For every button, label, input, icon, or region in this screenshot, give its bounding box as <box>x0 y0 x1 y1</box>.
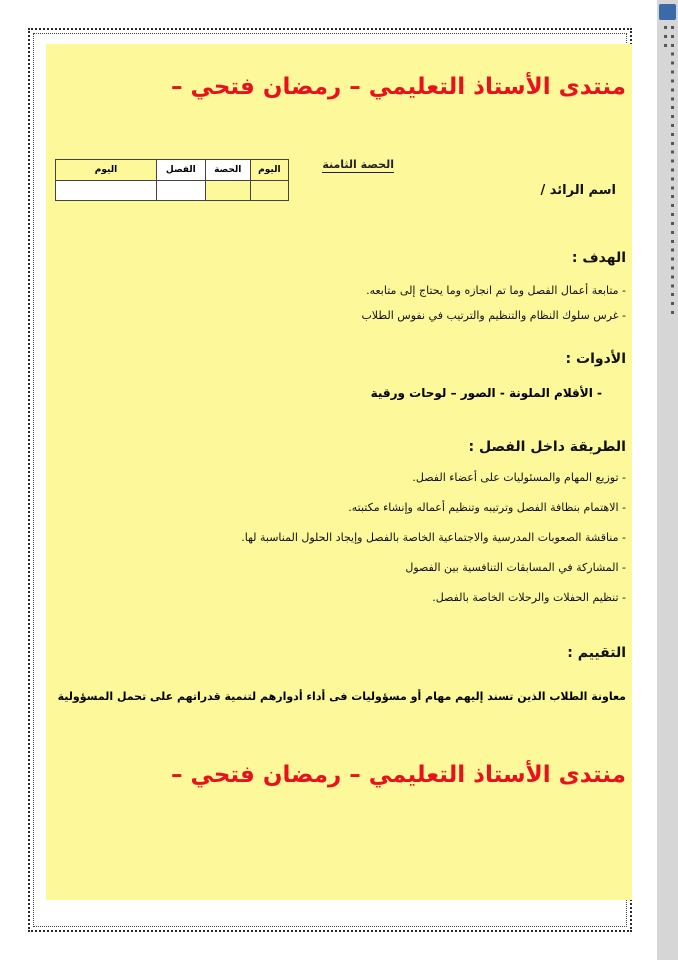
scanner-logo-icon <box>659 4 676 20</box>
schedule-header-period: الحصة <box>205 160 250 181</box>
schedule-cell-day[interactable] <box>250 180 288 201</box>
schedule-header-class: الفصل <box>157 160 206 181</box>
session-label: الحصة الثامنة <box>322 158 394 171</box>
tools-heading: الأدوات : <box>565 351 626 367</box>
goal-heading: الهدف : <box>571 250 626 266</box>
schedule-value-row <box>56 180 289 201</box>
schedule-header-day-2: اليوم <box>56 160 157 181</box>
schedule-header-row <box>56 160 289 181</box>
forum-title-header: منتدى الأستاذ التعليمي – رمضان فتحي – <box>171 74 626 100</box>
goal-item: - غرس سلوك النظام والتنظيم والترتيب في نفوس الطلاب <box>361 309 626 322</box>
forum-title-footer: منتدى الأستاذ التعليمي – رمضان فتحي – <box>171 762 626 788</box>
leader-name-label: اسم الرائد / <box>540 183 616 198</box>
evaluation-text: معاونة الطلاب الذين تسند إليهم مهام أو مسؤوليات فى أداء أدوارهم لتنمية قدراتهم على تحمل المسؤولية <box>57 690 626 703</box>
method-item: - توزيع المهام والمسئوليات على أعضاء الفصل. <box>412 471 626 484</box>
schedule-cell-day-2[interactable] <box>56 180 157 201</box>
evaluation-heading: التقييم : <box>567 645 626 661</box>
goal-item: - متابعة أعمال الفصل وما تم انجازه وما يحتاج إلى متابعه. <box>366 284 626 297</box>
method-item: - تنظيم الحفلات والرحلات الخاصة بالفصل. <box>432 591 626 604</box>
tools-list: - الأقلام الملونة - الصور – لوحات ورقية <box>370 386 602 400</box>
method-item: - الاهتمام بنظافة الفصل وترتيبه وتنظيم أعماله وإنشاء مكتبته. <box>348 501 626 514</box>
schedule-cell-class[interactable] <box>157 180 206 201</box>
schedule-table <box>55 159 289 201</box>
method-item: - المشاركة في المسابقات التنافسية بين الفصول <box>405 561 626 574</box>
schedule-header-day: اليوم <box>250 160 288 181</box>
scanner-watermark-text: ▪ ▪ ▪ ▪ ▪ ▪ ▪ ▪ ▪ ▪ ▪ ▪ ▪ ▪ ▪ ▪ ▪ ▪ ▪ ▪ ▪ ▪ ▪ ▪ ▪ ▪ ▪ ▪ ▪ ▪ ▪ ▪ ▪ ▪ ▪ ▪ <box>662 24 676 317</box>
method-heading: الطريقة داخل الفصل : <box>468 439 626 455</box>
method-item: - مناقشة الصعوبات المدرسية والاجتماعية الخاصة بالفصل وإيجاد الحلول المناسبة لها. <box>241 531 626 544</box>
schedule-cell-period[interactable] <box>205 180 250 201</box>
